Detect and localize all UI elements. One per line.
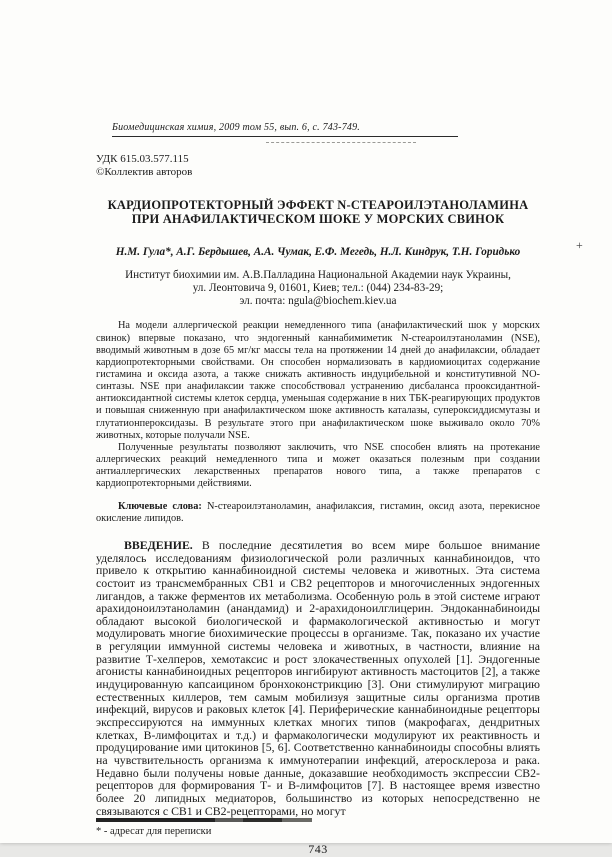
abstract-paragraph-1: На модели аллергической реакции немедленного типа (анафилактический шок у морских свинок) впервые показано, что эндогенный каннабимиметик N-стеароилэтаноламин (NSE), вводимый животным в дозе 65 мг/кг массы тела на протяжении 14 дней до анафилаксии, обладает кардиопротекторными свойствами. Он способен нормализовать в кардиомиоцитах содержание гистамина и оксида азота, а также снижать активность индуцибельной и конститутивной NO-синтазы. NSE при анафилаксии также способствовал устранению дисбаланса прооксидантной-антиоксидантной системы клеток сердца, уменьшая содержание в них ТБК-реагирующих продуктов и повышая сниженную при анафилактическом шоке активность каталазы, супероксиддисмутазы и глутатионпероксидазы. В результате этого при анафилактическом шоке выживало около 70% животных, которые получали NSE. bbox=[96, 320, 540, 441]
copyright-line: ©Коллектив авторов bbox=[96, 166, 193, 178]
header-rule bbox=[112, 136, 458, 137]
udk-code: УДК 615.03.577.115 bbox=[96, 153, 189, 165]
affiliation-line1: Институт биохимии им. А.В.Палладина Национальной Академии наук Украины, bbox=[125, 269, 511, 281]
introduction-body: В последние десятилетия во всем мире большое внимание уделялось исследованиям физиологической роли различных каннабиноидов, что привело к открытию каннабиноидной системы человека и животных. Эта система состоит из трансмембранных СВ1 и СВ2 рецепторов и многочисленных эндогенных лигандов, а также ферментов их метаболизма. Особенную роль в этой системе играют арахидоноилэтаноламин (анандамид) и 2-арахидоноилглицерин. Эндоканнабиноиды обладают высокой биологической и фармакологической активностью и могут модулировать многие биохимические процессы в организме. Так, показано их участие в регуляции иммунной системы человека и животных, в частности, влияние на развитие Т-хелперов, хемотаксис и рост злокачественных опухолей [1]. Эндогенные агонисты каннабиноидных рецепторов ингибируют активность мастоцитов [2], а также индуцированную капсаицином бронхоконстрикцию [3]. Они стимулируют миграцию естественных киллеров, тем самым мобилизуя защитные силы организма против инфекций, вирусов и раковых клеток [4]. Периферические каннабиноидные рецепторы экспрессируются на иммунных клетках многих типов (макрофагах, дендритных клетках, В-лимфоцитах и т.д.) и фармакологически модулируют их реактивность и продуцирование ими цитокинов [5, 6]. Соответственно каннабиноиды способны влиять на чувствительность организма к иммунотерапии инфекций, атеросклероза и рака. Недавно были получены новые данные, доказавшие необходимость экспрессии СВ2-рецепторов для формирования Т- и В-лимфоцитов [7]. В настоящее время известно более 20 липидных медиаторов, большинство из которых непосредственно не связываются с СВ1 и СВ2-рецепторами, но могут bbox=[96, 537, 540, 818]
article-title-line1: КАРДИОПРОТЕКТОРНЫЙ ЭФФЕКТ N-СТЕАРОИЛЭТАНОЛАМИНА bbox=[107, 198, 529, 212]
article-title bbox=[96, 198, 540, 226]
introduction-heading: ВВЕДЕНИЕ. bbox=[124, 537, 193, 552]
abstract-paragraph-2: Полученные результаты позволяют заключить, что NSE способен влиять на протекание аллергических реакций немедленного типа и может оказаться полезным при создании антиаллергических лекарственных препаратов нового типа, а также препаратов с кардиопротекторными действиями. bbox=[96, 441, 540, 490]
footnote-separator-rule bbox=[96, 818, 312, 822]
handwritten-plus-mark: + bbox=[576, 238, 583, 252]
article-title-line2: ПРИ АНАФИЛАКТИЧЕСКОМ ШОКЕ У МОРСКИХ СВИНОК bbox=[131, 212, 505, 226]
page-content bbox=[96, 122, 540, 857]
abstract-block bbox=[96, 320, 540, 490]
scan-artifact-line bbox=[266, 142, 416, 143]
keywords-label: Ключевые слова: bbox=[118, 500, 202, 512]
keywords-block bbox=[96, 501, 540, 525]
affiliation-line2: ул. Леонтовича 9, 01601, Киев; тел.: (044) 234-83-29; bbox=[192, 281, 444, 294]
keywords-text: N-стеароилэтаноламин, анафилаксия, гистамин, оксид азота, перекисное окисление липидов. bbox=[96, 500, 541, 524]
correspondence-footnote: * - адресат для переписки bbox=[96, 826, 212, 838]
journal-citation-line: Биомедицинская химия, 2009 том 55, вып. 6, с. 743-749. bbox=[112, 122, 360, 133]
affiliation-email: эл. почта: ngula@biochem.kiev.ua bbox=[239, 294, 397, 307]
page-number: 743 bbox=[308, 842, 328, 857]
affiliation-block bbox=[96, 269, 540, 307]
introduction-paragraph bbox=[96, 539, 540, 817]
authors-line: Н.М. Гула*, А.Г. Бердышев, А.А. Чумак, Е.Ф. Мегедь, Н.Л. Киндрук, Т.Н. Горидько bbox=[115, 246, 521, 258]
